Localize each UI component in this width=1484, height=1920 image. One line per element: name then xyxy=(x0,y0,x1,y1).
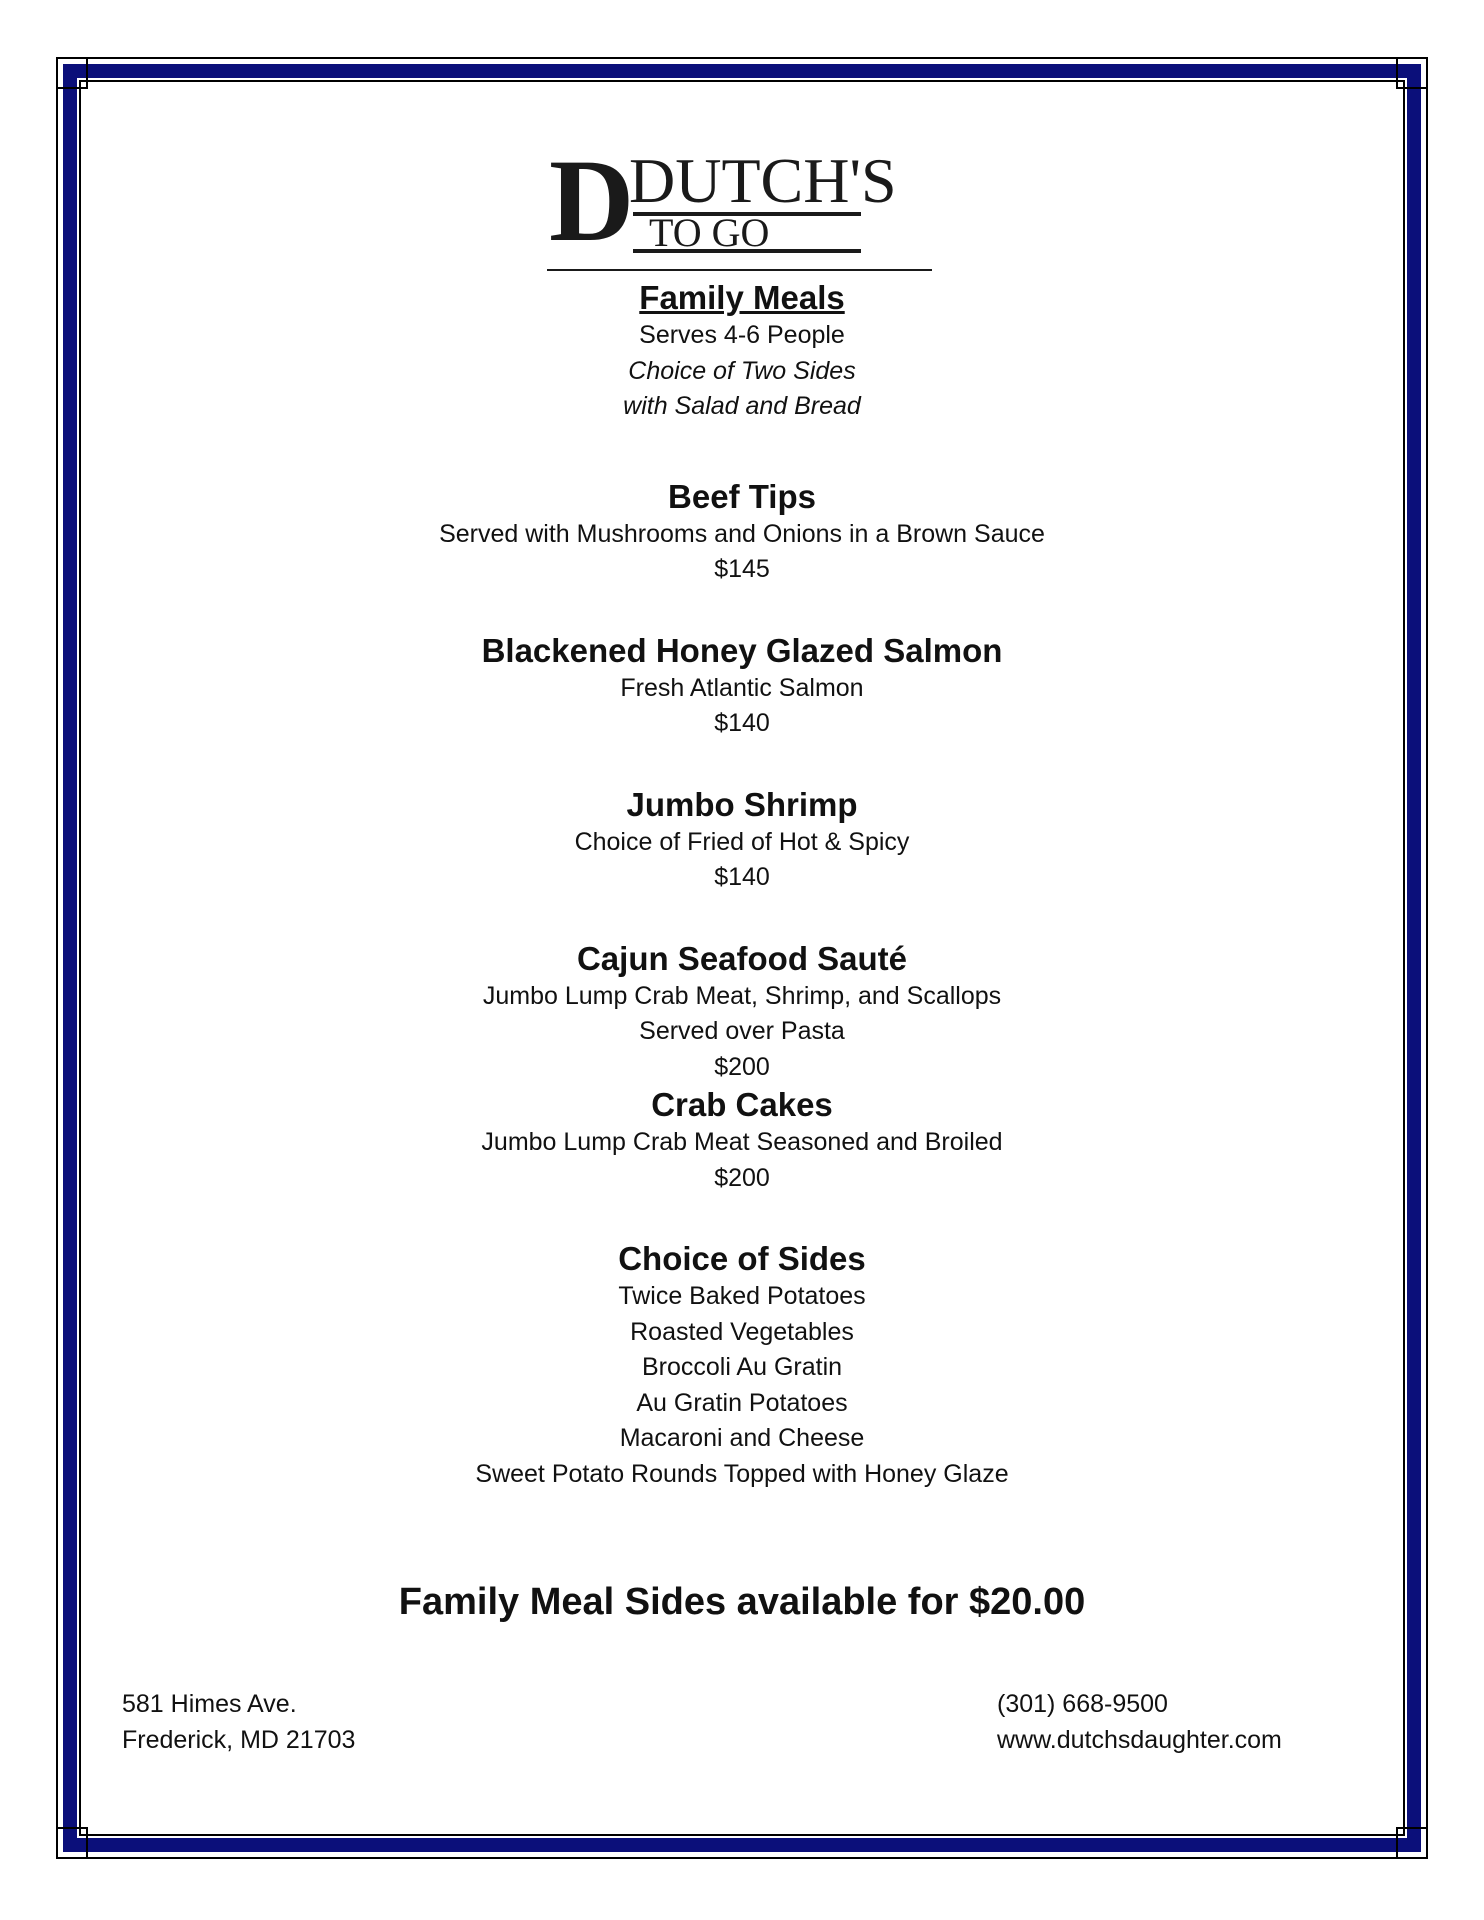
side-item: Twice Baked Potatoes xyxy=(618,1282,866,1310)
dutchs-to-go-logo xyxy=(541,132,938,274)
item-desc: Jumbo Lump Crab Meat, Shrimp, and Scallops xyxy=(482,981,1002,1010)
item-price: $200 xyxy=(714,1163,770,1192)
item-name: Jumbo Shrimp xyxy=(626,785,858,823)
item-name: Blackened Honey Glazed Salmon xyxy=(481,631,1003,669)
sides-price-note: Family Meal Sides available for $20.00 xyxy=(398,1581,1086,1623)
item-desc: Jumbo Lump Crab Meat Seasoned and Broiled xyxy=(481,1128,1003,1156)
item-price: $145 xyxy=(714,555,770,583)
item-price: $140 xyxy=(714,863,770,891)
contact-block xyxy=(997,1686,1282,1758)
svg-text:D: D xyxy=(549,135,635,266)
item-name: Cajun Seafood Sauté xyxy=(576,939,908,977)
address-block xyxy=(122,1686,355,1758)
address-line2: Frederick, MD 21703 xyxy=(122,1726,356,1754)
website-link[interactable]: www.dutchsdaughter.com xyxy=(997,1726,1282,1754)
phone-number: (301) 668-9500 xyxy=(997,1690,1168,1718)
sides-title: Choice of Sides xyxy=(618,1240,866,1277)
item-name: Crab Cakes xyxy=(651,1086,833,1123)
item-desc: Served with Mushrooms and Onions in a Brown Sauce xyxy=(439,519,1045,548)
item-price: $140 xyxy=(714,709,770,737)
item-name: Beef Tips xyxy=(668,477,816,515)
menu-content xyxy=(0,278,1484,1492)
with-text: with Salad and Bread xyxy=(623,392,861,420)
item-price: $200 xyxy=(714,1052,770,1081)
serves-text: Serves 4-6 People xyxy=(639,321,845,349)
side-item: Sweet Potato Rounds Topped with Honey Glaze xyxy=(475,1459,1009,1488)
address-line1: 581 Himes Ave. xyxy=(122,1690,297,1718)
side-item: Au Gratin Potatoes xyxy=(636,1388,848,1417)
logo-subtitle: TO GO xyxy=(649,210,770,255)
side-item: Macaroni and Cheese xyxy=(619,1424,865,1452)
choice-text: Choice of Two Sides xyxy=(628,356,856,385)
logo-title: DUTCH'S xyxy=(629,145,897,216)
item-desc: Served over Pasta xyxy=(639,1017,845,1045)
side-item: Broccoli Au Gratin xyxy=(641,1353,843,1381)
family-meals-title: Family Meals xyxy=(639,279,845,316)
side-item: Roasted Vegetables xyxy=(630,1317,854,1346)
item-desc: Choice of Fried of Hot & Spicy xyxy=(574,827,910,856)
item-desc: Fresh Atlantic Salmon xyxy=(620,673,864,702)
